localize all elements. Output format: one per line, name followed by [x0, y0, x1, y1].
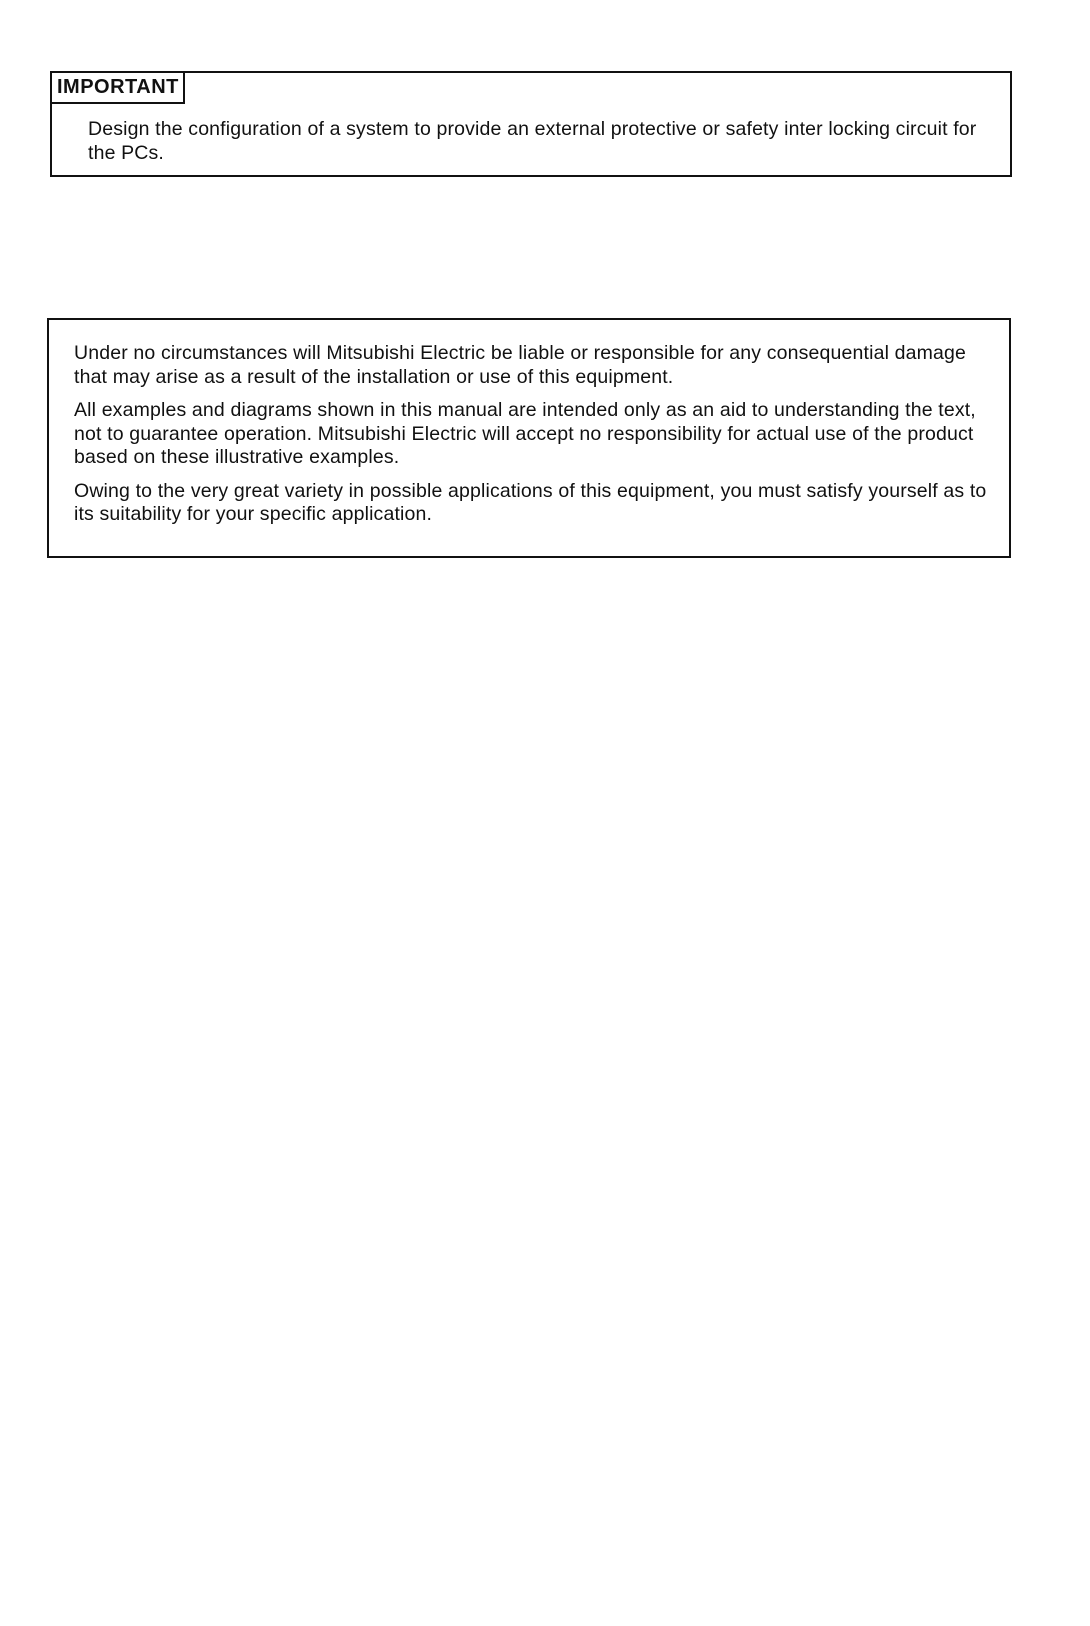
disclaimer-paragraph-liability: Under no circumstances will Mitsubishi Electric be liable or responsible for any consequential damage that may arise as a result of the installation or use of this equipment. — [74, 342, 966, 388]
disclaimer-box — [47, 318, 1011, 558]
important-label: IMPORTANT — [50, 71, 185, 104]
disclaimer-paragraph-suitability: Owing to the very great variety in possible applications of this equipment, you must satisfy yourself as to its suitability for your specific application. — [74, 479, 987, 525]
important-notice-box — [50, 71, 1012, 177]
important-notice-text: Design the configuration of a system to provide an external protective or safety inter locking circuit for the PCs. — [88, 118, 977, 164]
disclaimer-paragraph-examples: All examples and diagrams shown in this manual are intended only as an aid to understanding the text, not to guarantee operation. Mitsubishi Electric will accept no responsibility for actual use of the product based on these illustrative examples. — [74, 399, 976, 468]
